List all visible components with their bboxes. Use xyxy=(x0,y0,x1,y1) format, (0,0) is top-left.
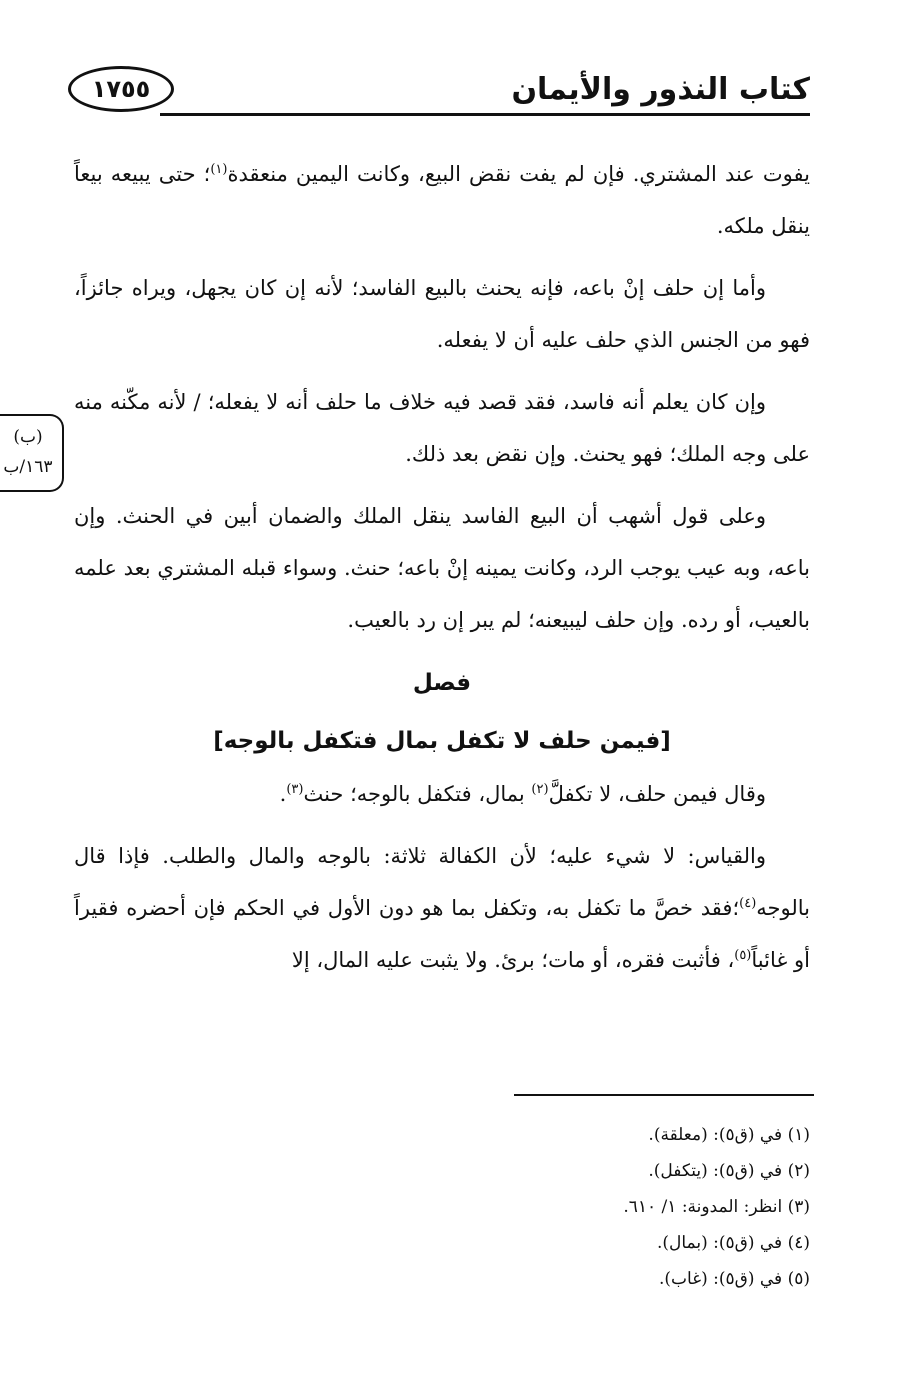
paragraph-1-text-a: يفوت عند المشتري. فإن لم يفت نقض البيع، وكانت اليمين منعقدة xyxy=(227,162,810,186)
section-heading: فصل xyxy=(412,670,472,696)
footnote-2: (٢) في (ق٥): (يتكفل). xyxy=(648,1161,810,1181)
page-number: ١٧٥٥ xyxy=(91,75,151,103)
paragraph-6-text-a: والقياس: لا شيء عليه؛ لأن الكفالة ثلاثة: بالوجه والمال والطلب. فإذا قال بالوجه xyxy=(74,844,810,920)
footnote-ref-3: (٣) xyxy=(286,782,304,797)
book-title: كتاب النذور والأيمان xyxy=(511,72,810,107)
paragraph-3: وإن كان يعلم أنه فاسد، فقد قصد فيه خلاف ما حلف أنه لا يفعله؛ / لأنه مكّنه منه على وجه الملك؛ فهو يحنث. وإن نقض بعد ذلك. xyxy=(74,390,810,466)
paragraph-6-text-c: ، فأثبت فقره، أو مات؛ برئ. ولا يثبت عليه المال، إلا xyxy=(291,948,735,972)
paragraph-4: وعلى قول أشهب أن البيع الفاسد ينقل الملك والضمان أبين في الحنث. وإن باعه، وبه عيب يوجب الرد، وكانت يمينه إنْ باعه؛ حنث. وسواء قبله المشتري بعد علمه بالعيب، أو رده. وإن حلف ليبيعنه؛ لم يبر إن رد بالعيب. xyxy=(74,504,810,632)
footnote-ref-2: (٢) xyxy=(531,782,549,797)
footnote-4: (٤) في (ق٥): (بمال). xyxy=(656,1233,810,1253)
footnote-rule xyxy=(514,1094,814,1096)
paragraph-2: وأما إن حلف إنْ باعه، فإنه يحنث بالبيع الفاسد؛ لأنه إن كان يجهل، ويراه جائزاً، فهو من الجنس الذي حلف عليه أن لا يفعله. xyxy=(74,276,810,352)
footnote-5: (٥) في (ق٥): (غاب). xyxy=(659,1269,810,1289)
footnote-ref-5: (٥) xyxy=(734,948,752,963)
footnotes xyxy=(390,1117,810,1297)
paragraph-5-text-c: . xyxy=(279,782,287,806)
paragraph-1 xyxy=(74,148,810,252)
paragraph-1-text-b: ؛ حتى يبيعه بيعاً ينقل ملكه. xyxy=(74,162,810,238)
paragraph-6-text-b: ؛فقد خصَّ ما تكفل به، وتكفل بما هو دون الأول في الحكم فإن أحضره فقيراً أو غائباً xyxy=(74,896,810,972)
paragraph-6 xyxy=(74,830,810,986)
margin-note xyxy=(0,414,64,492)
section-subheading: [فيمن حلف لا تكفل بمال فتكفل بالوجه] xyxy=(213,728,671,754)
paragraph-5-text-a: وقال فيمن حلف، لا تكفلَّ xyxy=(548,782,766,806)
footnote-1: (١) في (ق٥): (معلقة). xyxy=(648,1125,810,1145)
margin-note-line-1: (ب) xyxy=(13,427,43,447)
page-number-badge xyxy=(68,66,174,112)
footnote-ref-1: (١) xyxy=(210,162,228,177)
footnote-3: (٣) انظر: المدونة: ١/ ٦١٠. xyxy=(623,1197,810,1217)
footnote-ref-4: (٤) xyxy=(739,896,757,911)
paragraph-5-text-b: بمال، فتكفل بالوجه؛ حنث xyxy=(303,782,532,806)
header-rule xyxy=(160,113,810,116)
margin-note-line-2: ١٦٣/ب xyxy=(3,457,53,477)
paragraph-5 xyxy=(74,768,810,820)
body-text xyxy=(74,148,810,996)
